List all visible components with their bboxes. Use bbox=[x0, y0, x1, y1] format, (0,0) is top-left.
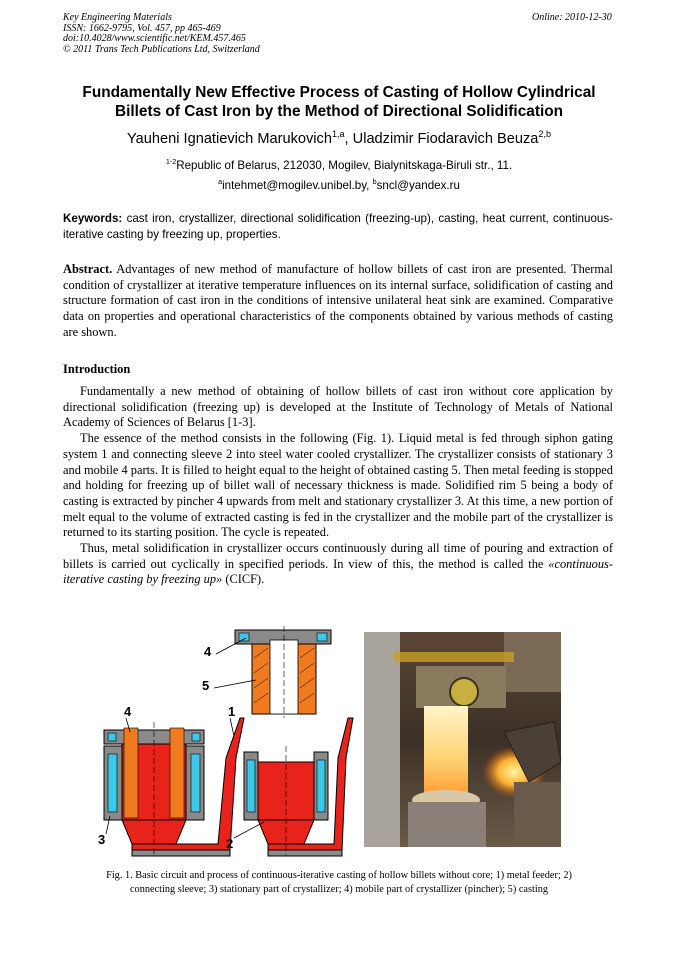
journal-copyright: © 2011 Trans Tech Publications Ltd, Switzerland bbox=[63, 43, 260, 55]
fig-label-3: 3 bbox=[98, 832, 106, 847]
online-date: Online: 2010-12-30 bbox=[532, 12, 612, 23]
keywords-label: Keywords: bbox=[63, 212, 123, 225]
keywords-text: cast iron, crystallizer, directional solidification (freezing-up), casting, heat current, continuous-iterative casting by freezing up, properties. bbox=[63, 212, 613, 241]
fig-label-1: 1 bbox=[228, 704, 236, 719]
intro-p3-italic: «continuous-iterative casting by freezing up» bbox=[63, 556, 613, 587]
affiliation-sup: 1-2 bbox=[165, 157, 177, 166]
fig-label-4-top: 4 bbox=[204, 644, 212, 659]
extracted-casting-group bbox=[235, 626, 331, 718]
fig-label-2: 2 bbox=[226, 836, 234, 851]
intro-paragraph-3 bbox=[63, 541, 613, 588]
stage-right bbox=[244, 718, 353, 856]
intro-paragraph-2: The essence of the method consists in the following (Fig. 1). Liquid metal is fed through siphon gating system 1 and connecting sleeve 2 into steel water cooled crystallizer. The crystallizer consists of stationary 3 and mobile 4 parts. It is filled to height equal to the height of obtained casting 5. Then metal feeding is stopped and holding for freezing up of billet wall of necessary thickness is made. Solidified rim 5 being a body of casting is extracted by pincher 4 upwards from melt and stationary crystallizer 3. At this time, a new portion of melt equal to the volume of extracted casting is fed in the crystallizer and the mobile part of the crystallizer is returned to its starting position. The cycle is repeated. bbox=[63, 431, 613, 540]
title-line-2: Billets of Cast Iron by the Method of Directional Solidification bbox=[114, 103, 564, 120]
fig-label-5: 5 bbox=[202, 678, 210, 693]
pincher-channel-right bbox=[317, 633, 327, 641]
emails bbox=[40, 177, 638, 192]
abstract-label: Abstract. bbox=[63, 262, 113, 276]
author-separator: , bbox=[344, 130, 353, 147]
email-a[interactable]: intehmet@mogilev.unibel.by, bbox=[222, 178, 373, 192]
email-b[interactable]: sncl@yandex.ru bbox=[376, 178, 460, 192]
figure-caption bbox=[55, 869, 623, 896]
journal-doi: doi:10.4028/www.scientific.net/KEM.457.465 bbox=[63, 33, 246, 44]
casting-process-photo bbox=[364, 632, 561, 847]
fig-label-4-left: 4 bbox=[124, 704, 132, 719]
email-b-sup: b bbox=[372, 177, 377, 186]
abstract-text: Advantages of new method of manufacture of hollow billets of cast iron are presented. Thermal condition of crystallizer at iterative temperature influences on its internal surface, solidification of casting and structure formation of cast iron in the conditions of intensive unilateral heat sink are examined. Comparative data on properties and operational characteristics of the components obtained by various methods of casting are shown. bbox=[63, 262, 613, 339]
title-line-1: Fundamentally New Effective Process of Casting of Hollow Cylindrical bbox=[82, 84, 596, 101]
author-2: Uladzimir Fiodaravich Beuza bbox=[352, 130, 539, 147]
casting-schematic-diagram bbox=[96, 618, 358, 858]
author-list bbox=[40, 129, 638, 147]
photo-glowing-billet bbox=[424, 706, 468, 798]
paper-title bbox=[40, 83, 638, 121]
introduction-body bbox=[63, 384, 613, 588]
intro-p3-end: (CICF). bbox=[222, 572, 265, 587]
author-2-sup: 2,b bbox=[538, 129, 551, 139]
pincher-channel-left bbox=[239, 633, 249, 641]
left-casting-wall-l bbox=[124, 728, 138, 818]
author-1: Yauheni Ignatievich Marukovich bbox=[127, 130, 332, 147]
keywords bbox=[63, 211, 613, 242]
author-1-sup: 1,a bbox=[331, 129, 345, 139]
journal-name: Key Engineering Materials bbox=[63, 12, 172, 23]
caption-line-1: Fig. 1. Basic circuit and process of continuous-iterative casting of hollow billets without core; 1) metal feeder; 2) bbox=[106, 870, 572, 881]
affiliation bbox=[40, 157, 638, 172]
stage-left bbox=[104, 718, 244, 856]
affiliation-text: Republic of Belarus, 212030, Mogilev, Bialynitskaga-Biruli str., 11. bbox=[176, 158, 513, 172]
intro-paragraph-1: Fundamentally a new method of obtaining of hollow billets of cast iron without core application by directional solidification (freezing up) is developed at the Institute of Technology of Metals of National Academy of Sciences of Belarus [1-3]. bbox=[63, 384, 613, 430]
intro-p3-start: Thus, metal solidification in crystallizer occurs continuously during all time of pouring and extraction of billets is carried out cyclically in specified periods. In view of this, the method is called the bbox=[63, 541, 613, 571]
caption-line-2: connecting sleeve; 3) stationary part of crystallizer; 4) mobile part of crystallizer (pincher); 5) casting bbox=[129, 883, 548, 895]
left-casting-wall-r bbox=[170, 728, 184, 818]
journal-issn: ISSN: 1662-9795, Vol. 457, pp 465-469 bbox=[63, 22, 221, 34]
photo-left-panel bbox=[364, 632, 400, 847]
section-heading-introduction: Introduction bbox=[63, 362, 131, 376]
abstract bbox=[63, 262, 613, 341]
email-a-sup: a bbox=[218, 177, 223, 186]
journal-header bbox=[63, 13, 260, 55]
